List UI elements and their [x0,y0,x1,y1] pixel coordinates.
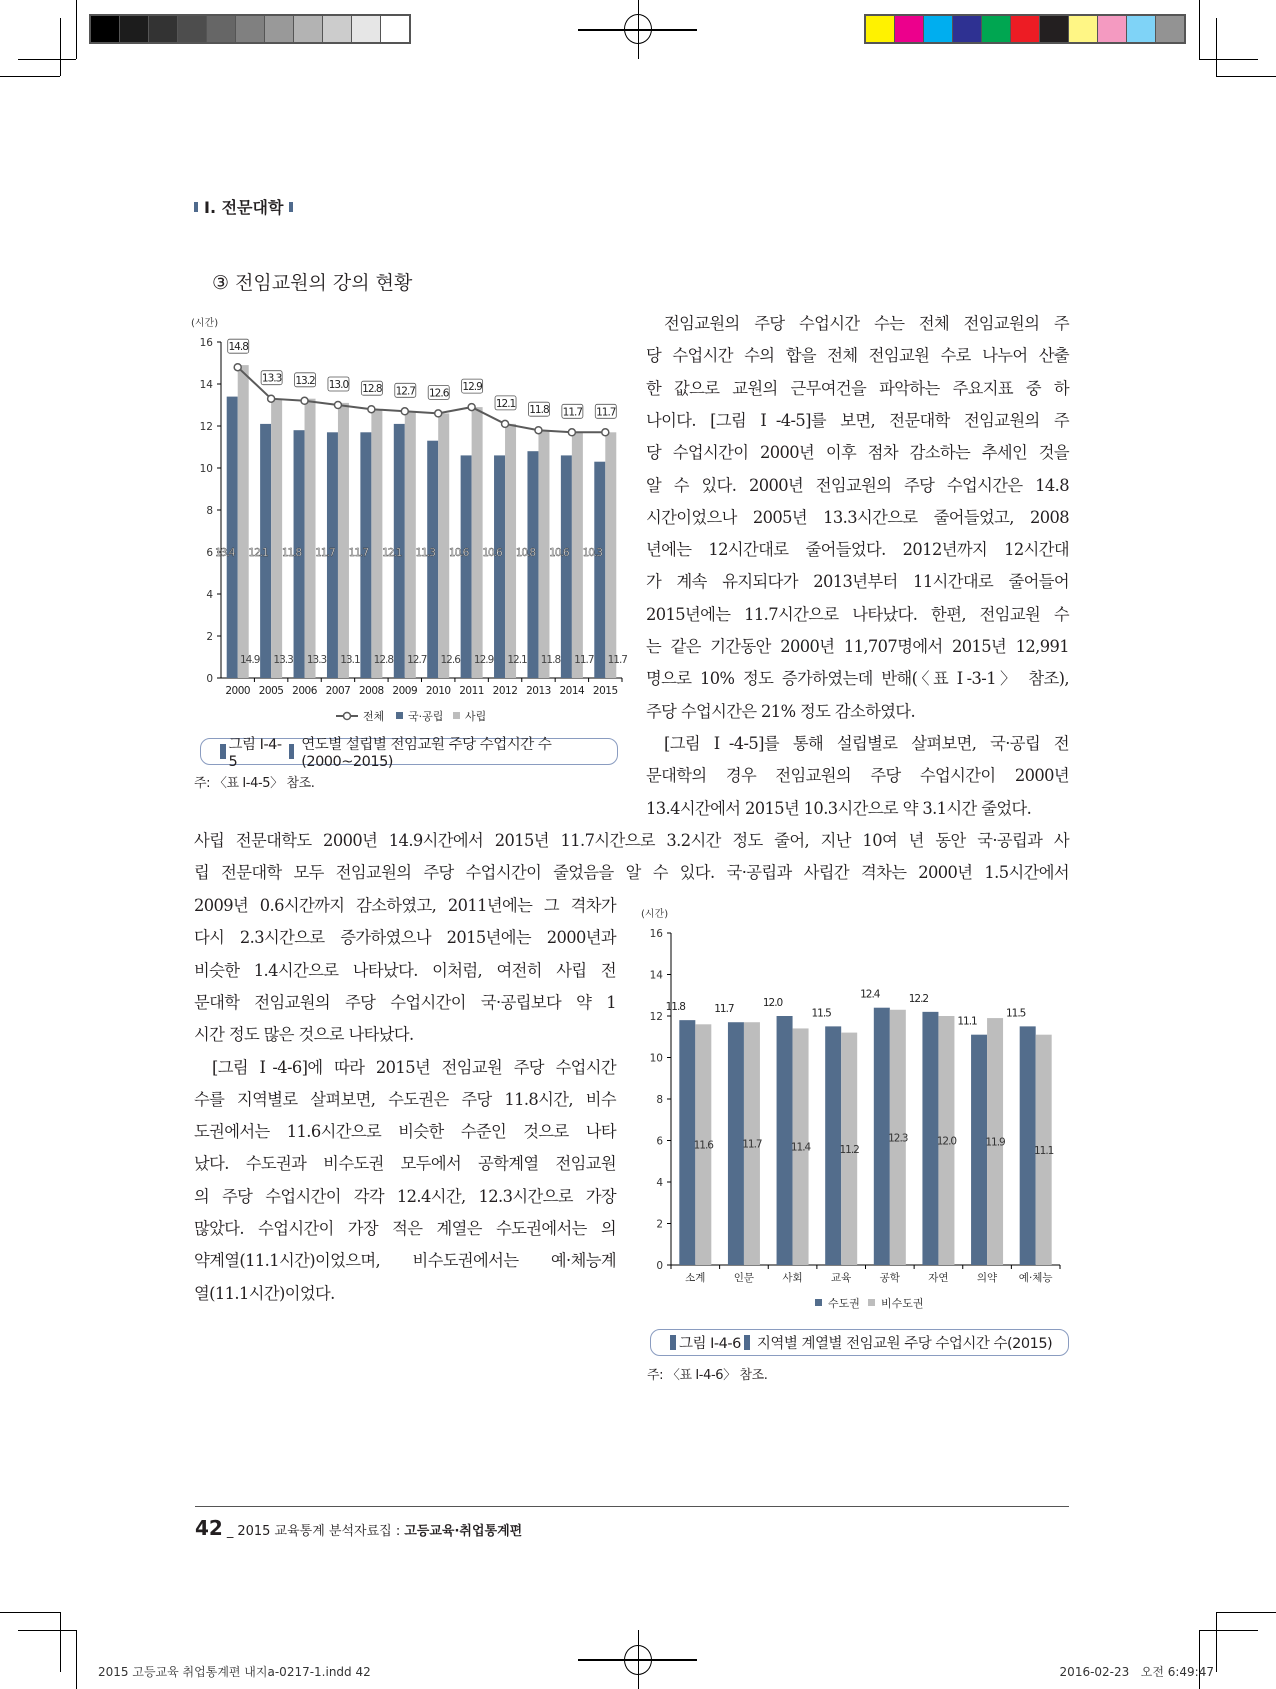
x-tick-label: 2015 [592,685,618,697]
page-footer [195,1516,522,1540]
data-label-national-public: 11.3 [415,547,435,559]
legend-label: 비수도권 [881,1297,924,1310]
legend-label: 전체 [363,710,385,723]
data-label-capital-area: 12.0 [762,997,783,1009]
bar-private [472,407,483,678]
book-subtitle: 고등교육·취업통계편 [404,1524,523,1539]
legend-label: 국·공립 [408,710,444,723]
point-total [502,420,509,427]
bar-private [305,399,316,678]
y-tick-label: 14 [199,379,213,391]
point-total [602,429,609,436]
bar-private [405,411,416,678]
data-label-private: 11.7 [607,654,627,667]
data-label-private: 14.9 [240,654,260,667]
data-label-private: 13.3 [273,654,293,667]
x-tick-label: 2010 [425,685,451,697]
figure2-caption [650,1329,1069,1356]
text-line: 문대학의 경우 전임교원의 주당 수업시간이 2000년 [646,766,1069,786]
legend-swatch-icon [453,712,460,719]
bar-private [271,399,282,678]
text-line: 년에는 12시간대로 줄어들었다. 2012년까지 12시간대 [646,540,1069,560]
data-label-total: 11.8 [529,404,549,417]
y-tick-label: 12 [649,1011,663,1023]
text-line: 다시 2.3시간으로 증가하였으나 2015년에는 2000년과 [194,928,616,948]
x-tick-label: 2009 [392,685,418,697]
text-line: 약계열(11.1시간)이었으며, 비수도권에서는 예·체능계 [194,1251,616,1271]
bar-national-public [227,397,238,678]
text-line: 시간이었으나 2005년 13.3시간으로 줄어들었고, 2008 [646,507,1069,527]
bar-private [438,413,449,678]
x-tick-label: 2006 [292,685,317,697]
text-line: [그림 Ⅰ-4-5]를 통해 설립별로 살펴보면, 국·공립 전 [664,733,1069,753]
data-label-total: 13.3 [261,372,282,385]
bar-national-public [494,455,505,678]
text-line: 한 값으로 교원의 근무여건을 파악하는 주요지표 중 하 [646,378,1069,398]
figure2-note: 주: 〈표 Ⅰ-4-6〉 참조. [647,1368,768,1383]
chart-figure-2 [0,880,1276,1330]
y-tick-label: 2 [206,631,213,643]
data-label-total: 11.7 [562,406,583,419]
point-total [401,408,408,415]
x-tick-label: 2000 [225,685,251,697]
footer-separator: _ [226,1524,234,1539]
y-tick-label: 14 [649,969,663,982]
data-label-total: 12.9 [462,381,482,394]
text-line: 2009년 0.6시간까지 감소하였고, 2011년에는 그 격차가 [194,896,616,915]
y-tick-label: 12 [199,421,213,433]
x-tick-label: 교육 [831,1272,852,1284]
data-label-non-capital-area: 12.3 [888,1132,908,1145]
bar-national-public [594,462,605,678]
text-line: 문대학 전임교원의 주당 수업시간이 국·공립보다 약 1 [194,992,616,1012]
line-total [238,367,606,432]
y-tick-label: 16 [199,337,213,349]
legend-swatch-icon [396,712,403,719]
bar-private [605,432,616,678]
x-tick-label: 자연 [928,1272,949,1284]
x-tick-label: 2011 [459,685,484,697]
point-total [535,427,542,434]
figure1-caption [200,737,618,770]
y-tick-label: 6 [656,1135,663,1148]
text-line: 열(11.1시간)이었다. [194,1283,335,1303]
data-label-private: 13.3 [306,654,327,667]
text-line: 당 수업시간 수의 합을 전체 전임교원 수로 나누어 산출 [646,346,1069,366]
figure1-caption-number: 그림 Ⅰ-4-5 [228,737,282,770]
point-total [334,402,341,409]
data-label-capital-area: 12.2 [908,992,929,1005]
y-tick-label: 0 [206,673,213,685]
data-label-non-capital-area: 11.4 [790,1141,811,1154]
data-label-total: 14.8 [228,341,248,354]
x-tick-label: 공학 [879,1272,900,1284]
text-line: 의 주당 수업시간이 각각 12.4시간, 12.3시간으로 가장 [194,1186,616,1206]
slug-filename: 2015 고등교육 취업통계편 내지a-0217-1.indd 42 [98,1665,371,1679]
slug-timestamp: 2016-02-23 오전 6:49:47 [1059,1665,1214,1679]
data-label-private: 12.9 [473,654,494,667]
legend-label: 사립 [465,710,487,723]
x-tick-label: 2014 [559,685,585,697]
data-label-capital-area: 11.1 [957,1015,977,1028]
text-line: [그림 Ⅰ-4-6]에 따라 2015년 전임교원 주당 수업시간 [212,1057,616,1077]
text-line: 사립 전문대학도 2000년 14.9시간에서 2015년 11.7시간으로 3.2시간 정도 줄어, 지난 10여 년 동안 국·공립과 사 [194,831,1069,850]
text-line: 수를 지역별로 살펴보면, 수도권은 주당 11.8시간, 비수 [194,1089,616,1109]
data-label-total: 12.7 [395,385,415,398]
x-tick-label: 2012 [492,685,518,697]
data-label-national-public: 10.6 [448,547,469,559]
data-label-total: 12.8 [362,383,382,396]
data-label-private: 11.8 [540,654,561,667]
data-label-national-public: 11.7 [348,547,369,559]
data-label-national-public: 10.6 [549,547,569,559]
y-tick-label: 2 [656,1218,663,1231]
figure1-note: 주: 〈표 Ⅰ-4-5〉 참조. [194,776,315,791]
legend-marker-icon [344,713,351,720]
text-line: 전임교원의 주당 수업시간 수는 전체 전임교원의 주 [664,314,1069,333]
book-title: 2015 교육통계 분석자료집 : [237,1524,401,1539]
bar-private [572,432,583,678]
bar-private [238,365,249,678]
bar-private [538,430,549,678]
data-label-national-public: 10.3 [582,547,602,559]
caption-marker-icon [289,744,295,759]
point-total [568,429,575,436]
bar-private [338,403,349,678]
point-total [435,410,442,417]
y-tick-label: 10 [199,463,213,475]
x-tick-label: 2008 [359,685,384,697]
bar-private [505,424,516,678]
data-label-capital-area: 11.8 [665,1001,686,1014]
data-label-private: 12.6 [440,654,460,667]
data-label-private: 11.7 [574,654,594,667]
data-label-capital-area: 11.5 [811,1007,831,1020]
y-tick-label: 8 [206,505,213,517]
text-line: 도권에서는 11.6시간으로 비슷한 수준인 것으로 나타 [194,1122,616,1142]
footer-rule [195,1506,1069,1507]
text-line: 13.4시간에서 2015년 10.3시간으로 약 3.1시간 줄었다. [646,798,1032,818]
legend-swatch-icon [815,1299,822,1306]
y-tick-label: 6 [206,547,213,559]
bar-capital-area [777,1016,793,1265]
bar-national-public [527,451,538,678]
data-label-total: 12.6 [429,387,449,400]
data-label-total: 11.7 [596,406,616,419]
data-label-total: 13.2 [295,374,315,387]
text-line: 가 계속 유지되다가 2013년부터 11시간대로 줄어들어 [646,572,1069,592]
data-label-total: 12.1 [495,397,516,410]
figure2-caption-number: 그림 Ⅰ-4-6 [679,1336,741,1352]
point-total [368,406,375,413]
data-label-non-capital-area: 11.9 [985,1136,1005,1149]
text-line: 많았다. 수업시간이 가장 적은 계열은 수도권에서는 의 [194,1219,616,1238]
bar-national-public [461,455,472,678]
data-label-private: 12.8 [373,654,394,667]
x-tick-label: 인문 [733,1272,755,1284]
bar-national-public [561,455,572,678]
caption-marker-icon [670,1335,676,1350]
bar-national-public [427,441,438,678]
y-tick-label: 10 [649,1052,663,1065]
y-tick-label: 4 [206,589,213,601]
data-label-non-capital-area: 11.7 [742,1138,762,1151]
text-line: 알 수 있다. 2000년 전임교원의 주당 수업시간은 14.8 [646,475,1069,495]
data-label-non-capital-area: 11.2 [839,1143,859,1156]
y-tick-label: 0 [656,1260,663,1272]
x-tick-label: 의약 [976,1272,998,1284]
text-line: 당 수업시간이 2000년 이후 점차 감소하는 추세인 것을 [646,443,1069,463]
x-tick-label: 2005 [258,685,284,697]
x-tick-label: 2013 [526,685,551,697]
legend-swatch-icon [868,1299,875,1306]
data-label-non-capital-area: 11.1 [1033,1144,1054,1157]
figure1-caption-title: 연도별 설립별 전임교원 주당 수업시간 수(2000~2015) [301,737,552,770]
text-line: 시간 정도 많은 것으로 나타났다. [194,1025,414,1045]
data-label-national-public: 11.8 [281,547,302,559]
chart-figure-1 [0,0,1276,800]
y-tick-label: 16 [649,928,663,940]
point-total [268,395,275,402]
data-label-national-public: 13.4 [215,547,235,559]
bar-capital-area [971,1035,987,1265]
figure2-caption-title: 지역별 계열별 전임교원 주당 수업시간 수(2015) [756,1336,1053,1352]
legend-label: 수도권 [828,1297,860,1310]
text-line: 는 같은 기간동안 2000년 11,707명에서 2015년 12,991 [646,637,1069,656]
data-label-capital-area: 11.7 [714,1003,734,1016]
text-line: 비슷한 1.4시간으로 나타났다. 이처럼, 여전히 사립 전 [194,960,616,980]
text-line: 립 전문대학 모두 전임교원의 주당 수업시간이 줄었음을 알 수 있다. 국·공립과 사립간 격차는 2000년 1.5시간에서 [194,863,1069,883]
page-number: 42 [195,1516,223,1540]
x-tick-label: 소계 [685,1272,706,1284]
data-label-national-public: 10.8 [515,547,536,559]
data-label-non-capital-area: 12.0 [936,1135,957,1148]
x-tick-label: 예·체능 [1018,1272,1053,1284]
data-label-total: 13.0 [328,379,349,391]
data-label-national-public: 12.1 [382,547,402,559]
data-label-capital-area: 11.5 [1005,1007,1026,1020]
point-total [301,397,308,404]
text-line: 2015년에는 11.7시간으로 나타났다. 한편, 전임교원 수 [646,604,1069,624]
x-tick-label: 사회 [782,1272,803,1284]
y-tick-label: 4 [656,1177,663,1189]
point-total [468,404,475,411]
y-tick-label: 8 [656,1094,663,1106]
x-tick-label: 2007 [325,685,351,697]
y-axis-unit: (시간) [641,909,669,920]
text-line: 주당 수업시간은 21% 정도 감소하였다. [646,701,916,721]
bar-private [371,409,382,678]
text-line: 났다. 수도권과 비수도권 모두에서 공학계열 전임교원 [194,1154,616,1174]
text-line: 나이다. [그림 Ⅰ-4-5]를 보면, 전문대학 전임교원의 주 [646,410,1069,430]
data-label-national-public: 10.6 [482,547,502,559]
data-label-private: 12.7 [407,654,427,667]
y-axis-unit: (시간) [191,318,219,329]
data-label-national-public: 12.1 [248,547,268,559]
data-label-non-capital-area: 11.6 [693,1139,714,1152]
section-title: ③ 전임교원의 강의 현황 [212,272,413,294]
data-label-private: 13.1 [340,654,360,667]
data-label-private: 12.1 [507,654,527,667]
data-label-national-public: 11.7 [315,547,335,559]
caption-marker-icon [220,744,226,759]
point-total [234,364,241,371]
chapter-title: Ⅰ. 전문대학 [204,198,284,217]
caption-marker-icon [744,1335,750,1350]
text-line: 명으로 10% 정도 증가하였는데 반해(〈표 Ⅰ-3-1〉 참조), [646,669,1069,689]
data-label-capital-area: 12.4 [860,988,880,1001]
